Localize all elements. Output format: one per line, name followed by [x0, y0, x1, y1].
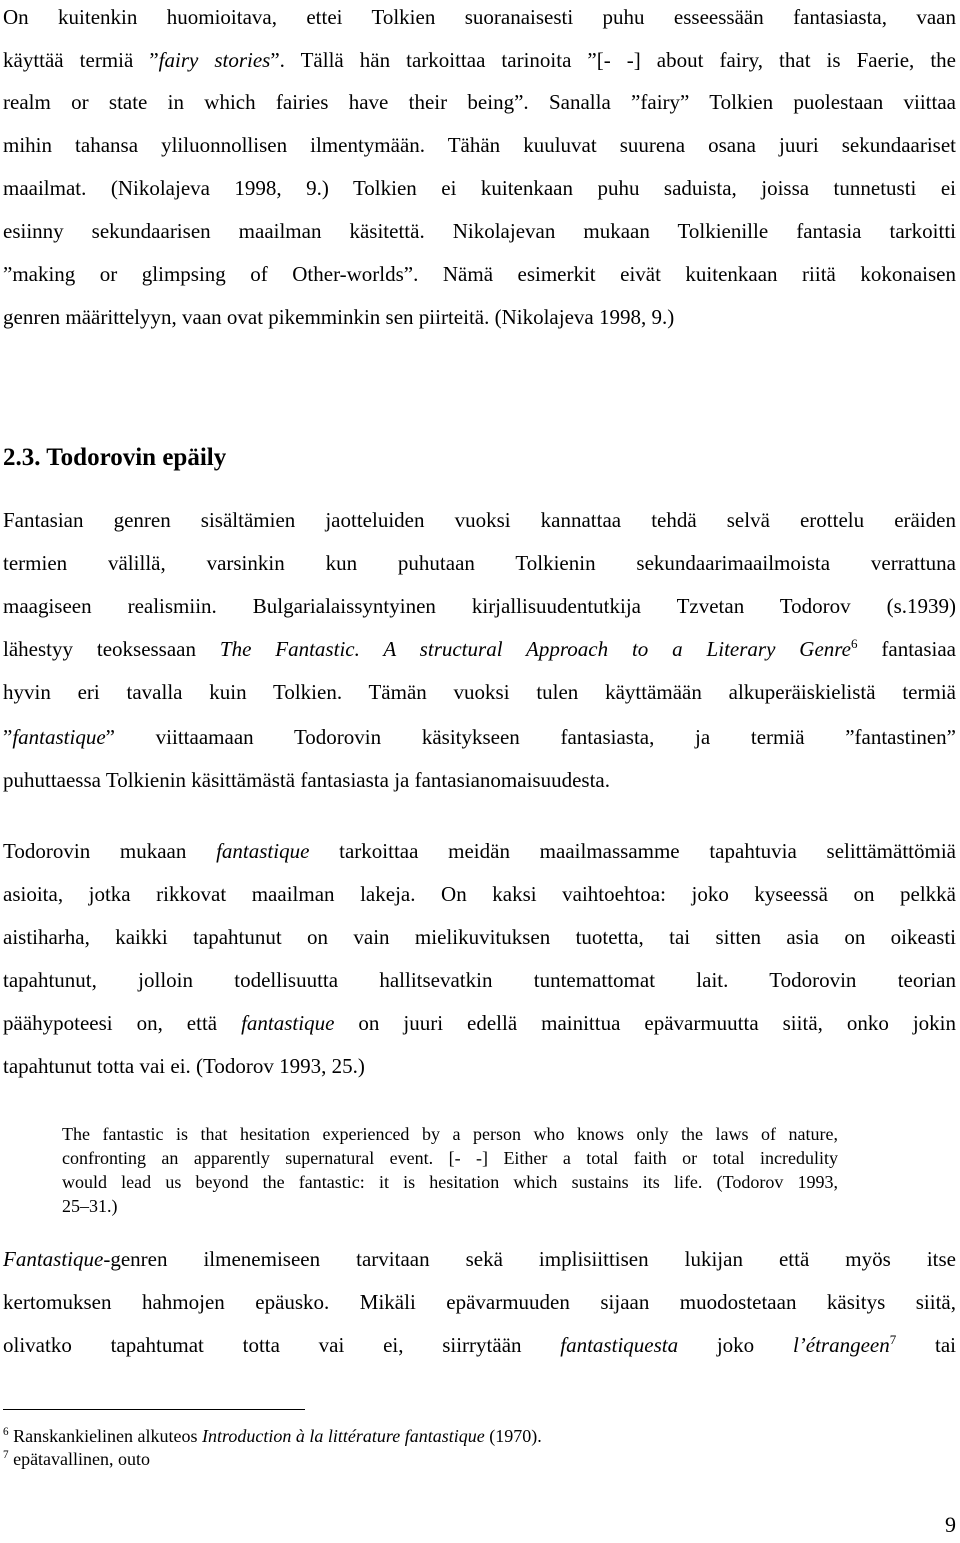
- quote-line: confronting an apparently supernatural event. [- -] Either a total faith or total incredulity: [62, 1148, 838, 1168]
- footnote: $^7$ epätavallinen, outo: [3, 1449, 151, 1469]
- page-number: 9: [945, 1512, 956, 1537]
- text-line: tapahtunut totta vai ei. (Todorov 1993, 25.): [3, 1054, 365, 1078]
- text-line: tapahtunut, jolloin todellisuutta hallitsevatkin tuntemattomat lait. Todorovin teorian: [3, 968, 956, 992]
- text-line: realm or state in which fairies have their being”. Sanalla ”fairy” Tolkien puolestaan viittaa: [3, 90, 956, 114]
- text-line: lähestyy teoksessaan The Fantastic. A structural Approach to a Literary Genre$^6$ fantasiaa: [3, 636, 957, 661]
- text-line: termien välillä, varsinkin kun puhutaan Tolkienin sekundaarimaailmoista verrattuna: [3, 551, 956, 575]
- text-line: olivatko tapahtumat totta vai ei, siirrytään fantastiquesta joko l’étrangeen$^7$ tai: [3, 1332, 956, 1357]
- text-line: asioita, jotka rikkovat maailman lakeja. On kaksi vaihtoehtoa: joko kyseessä on pelkkä: [3, 882, 956, 906]
- text-line: ”fantastique” viittaamaan Todorovin käsitykseen fantasiasta, ja termiä ”fantastinen”: [3, 725, 956, 749]
- text-line: Fantastique-genren ilmenemiseen tarvitaan sekä implisiittisen lukijan että myös itse: [3, 1247, 956, 1271]
- text-line: ”making or glimpsing of Other-worlds”. Nämä esimerkit eivät kuitenkaan riitä kokonaisen: [3, 262, 956, 286]
- text-line: Fantasian genren sisältämien jaotteluiden vuoksi kannattaa tehdä selvä erottelu eräiden: [3, 508, 956, 532]
- text-line: päähypoteesi on, että fantastique on juuri edellä mainittua epävarmuutta siitä, onko jokin: [3, 1011, 956, 1035]
- text-line: aistiharha, kaikki tapahtunut on vain mielikuvituksen tuotetta, tai sitten asia on oikeasti: [3, 925, 956, 949]
- quote-line: The fantastic is that hesitation experienced by a person who knows only the laws of nature,: [62, 1124, 838, 1144]
- footnote-separator: [3, 1409, 305, 1410]
- text-line: On kuitenkin huomioitava, ettei Tolkien suoranaisesti puhu esseessään fantasiasta, vaan: [3, 5, 956, 29]
- quote-line: 25–31.): [62, 1196, 118, 1216]
- text-line: Todorovin mukaan fantastique tarkoittaa meidän maailmassamme tapahtuvia selittämättömiä: [3, 839, 956, 863]
- text-line: puhuttaessa Tolkienin käsittämästä fantasiasta ja fantasianomaisuudesta.: [3, 768, 610, 792]
- text-line: esiinny sekundaarisen maailman käsitettä. Nikolajevan mukaan Tolkienille fantasia tarkoitti: [3, 219, 956, 243]
- text-line: maagiseen realismiin. Bulgarialaissyntyinen kirjallisuudentutkija Tzvetan Todorov (s.1939): [3, 594, 956, 618]
- quote-line: would lead us beyond the fantastic: it is hesitation which sustains its life. (Todorov 1993,: [62, 1172, 838, 1192]
- section-heading: 2.3. Todorovin epäily: [3, 444, 227, 471]
- text-line: käyttää termiä ”fairy stories”. Tällä hän tarkoittaa tarinoita ”[- -] about fairy, that is Faerie, the: [3, 48, 956, 72]
- text-line: maailmat. (Nikolajeva 1998, 9.) Tolkien ei kuitenkaan puhu saduista, joissa tunnetusti ei: [3, 176, 956, 200]
- text-line: mihin tahansa yliluonnollisen ilmentymään. Tähän kuuluvat suurena osana juuri sekundaariset: [3, 133, 956, 157]
- text-line: genren määrittelyyn, vaan ovat pikemminkin sen piirteitä. (Nikolajeva 1998, 9.): [3, 305, 675, 329]
- text-line: kertomuksen hahmojen epäusko. Mikäli epävarmuuden sijaan muodostetaan käsitys siitä,: [3, 1290, 956, 1314]
- text-line: hyvin eri tavalla kuin Tolkien. Tämän vuoksi tulen käyttämään alkuperäiskielistä termiä: [3, 680, 956, 704]
- footnote: $^6$ Ranskankielinen alkuteos Introduction à la littérature fantastique (1970).: [3, 1426, 542, 1446]
